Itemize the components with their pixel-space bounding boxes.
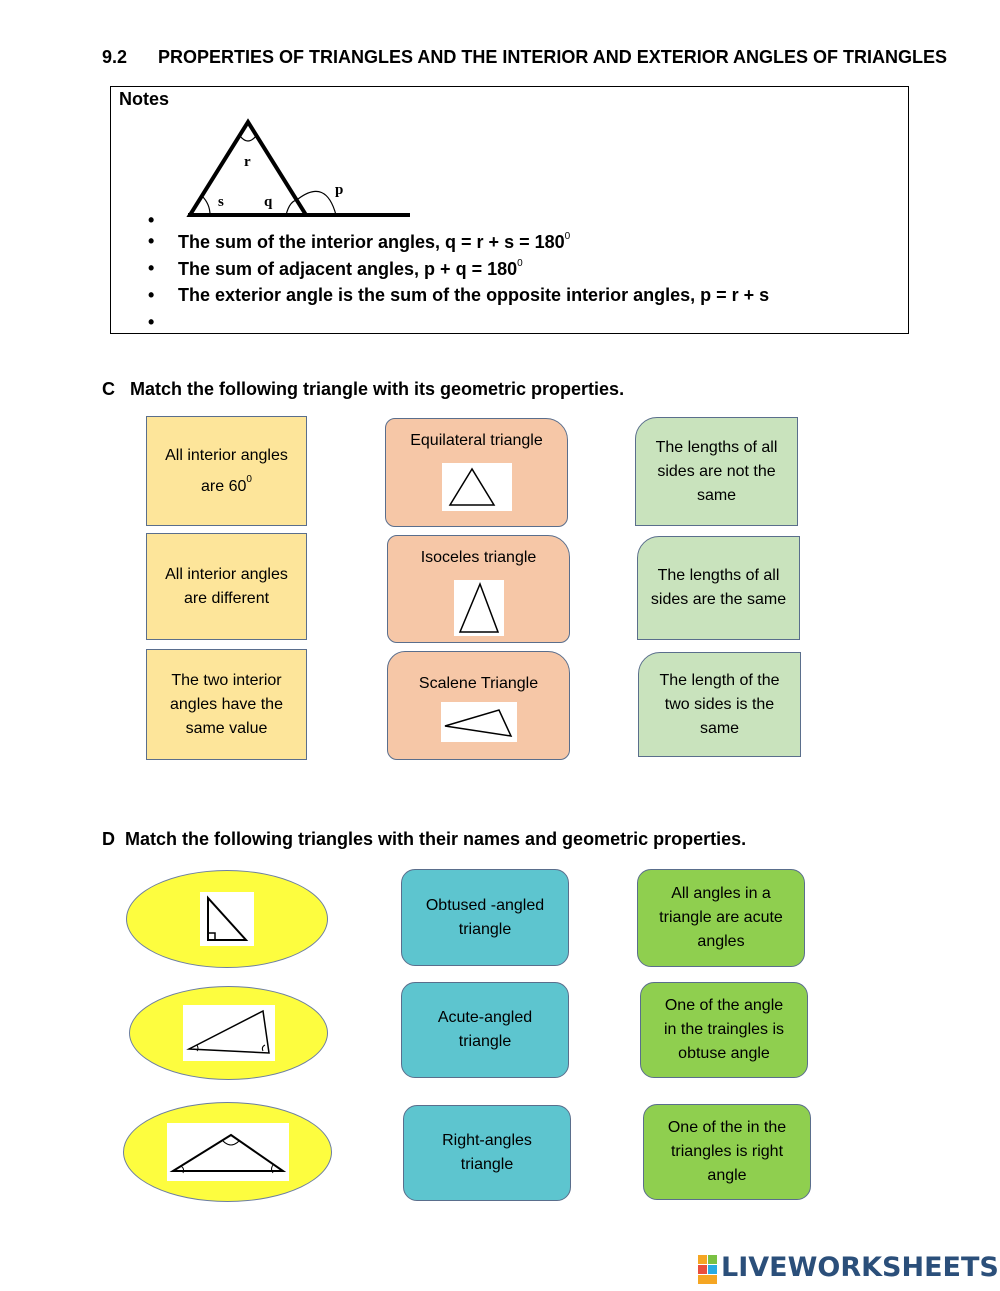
angle-arc-s: [202, 196, 210, 215]
oval-obtuse-triangle[interactable]: [123, 1102, 332, 1202]
section-number: 9.2: [102, 47, 128, 67]
triangle-card-equilateral[interactable]: [385, 418, 568, 527]
acute-triangle-icon: [183, 1005, 275, 1061]
section-c-heading: C Match the following triangle with its geometric properties.: [102, 379, 625, 399]
obtuse-triangle-icon: [167, 1123, 289, 1181]
equilateral-triangle-icon: [442, 463, 512, 511]
isosceles-triangle-icon: [454, 580, 504, 636]
scalene-triangle-icon: [441, 702, 517, 742]
page-title: PROPERTIES OF TRIANGLES AND THE INTERIOR AND EXTERIOR ANGLES OF TRIANGLES: [158, 47, 948, 67]
label-q: q: [264, 194, 273, 210]
oval-acute-triangle[interactable]: [129, 986, 328, 1080]
oval-right-triangle[interactable]: [126, 870, 328, 968]
exterior-angle-diagram: [180, 116, 420, 220]
notes-title: Notes: [119, 89, 170, 109]
name-card-obtuse[interactable]: Obtused -angled triangle: [401, 869, 569, 966]
angle-card-all-different[interactable]: All interior angles are different: [146, 533, 307, 640]
liveworksheets-logo-text: LIVEWORKSHEETS: [721, 1252, 999, 1283]
section-d-heading: D Match the following triangles with their names and geometric properties.: [102, 829, 747, 849]
triangle-card-scalene[interactable]: [387, 651, 570, 760]
label-p: p: [335, 182, 344, 198]
angle-card-all-60[interactable]: All interior angles are $60^0$: [146, 416, 307, 526]
angle-card-two-same[interactable]: The two interior angles have the same value: [146, 649, 307, 760]
side-card-all-same[interactable]: The lengths of all sides are the same: [637, 536, 800, 640]
angle-arc-r: [240, 136, 256, 141]
property-card-all-acute[interactable]: All angles in a triangle are acute angles: [637, 869, 805, 967]
triangle-card-label: Equilateral triangle: [410, 432, 543, 449]
triangle-card-isosceles[interactable]: [387, 535, 570, 643]
label-r: r: [244, 154, 251, 170]
label-s: s: [218, 194, 224, 210]
side-card-two-same[interactable]: The length of the two sides is the same: [638, 652, 801, 757]
property-card-one-obtuse[interactable]: One of the angle in the traingles is obtuse angle: [640, 982, 808, 1078]
triangle-card-label: Isoceles triangle: [420, 549, 537, 566]
right-triangle-icon: [200, 892, 254, 946]
liveworksheets-logo-icon: [698, 1255, 718, 1285]
name-card-acute[interactable]: Acute-angled triangle: [401, 982, 569, 1078]
name-card-right[interactable]: Right-angles triangle: [403, 1105, 571, 1201]
side-card-not-same[interactable]: The lengths of all sides are not the same: [635, 417, 798, 526]
triangle-card-label: Scalene Triangle: [418, 675, 539, 692]
property-card-one-right[interactable]: One of the in the triangles is right angle: [643, 1104, 811, 1200]
